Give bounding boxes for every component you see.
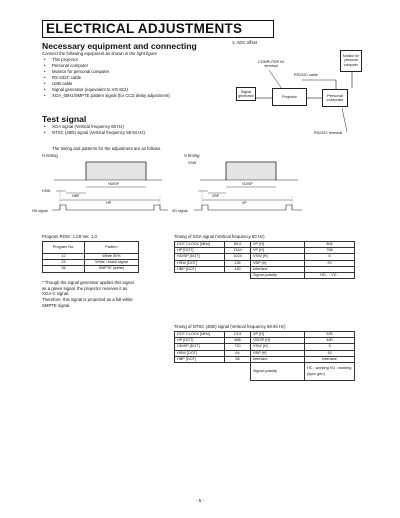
- table-cell: Signal polarity: [251, 363, 305, 381]
- equipment-item: • Signal generator (equivalent to VG-812): [44, 87, 170, 93]
- table-cell: White / black signal: [85, 260, 139, 266]
- signal-generator-box: Signal generator: [236, 87, 256, 101]
- vdisp-label: VDISP: [242, 182, 253, 186]
- table-cell: SMPTE (white): [85, 266, 139, 272]
- table-cell: HBP [DOT]: [175, 266, 225, 272]
- table-cell: 65.0: [225, 242, 251, 248]
- necessary-heading: Necessary equipment and connecting: [42, 41, 197, 51]
- table-header: Pattern: [85, 242, 139, 254]
- monitor-box: Monitor for personal computer: [340, 50, 362, 72]
- xga-timing-table: [174, 241, 355, 279]
- test-signal-heading: Test signal: [42, 114, 87, 124]
- table-cell: VBP [H]: [251, 350, 305, 356]
- rs232c-terminal-label: RS232C terminal: [314, 131, 343, 135]
- table-header: Program No.: [43, 242, 85, 254]
- note-line: Therefore, this signal is projected as a full-white: [42, 297, 133, 303]
- table-cell: HSW [DOT]: [175, 350, 225, 356]
- table-row: [175, 363, 355, 381]
- table-cell: HSW [DOT]: [175, 260, 225, 266]
- table-cell: Interlace: [251, 356, 305, 362]
- v-timing-label: V timing: [184, 153, 200, 158]
- program-table: [42, 241, 139, 273]
- table-row: [43, 242, 139, 254]
- program-rom-title: Program ROM : LC8 Ver. 1.0: [42, 234, 97, 239]
- table-cell: VSW [H]: [251, 344, 305, 350]
- h-timing-diagram: [32, 160, 172, 216]
- table-cell: 29: [43, 260, 85, 266]
- table-cell: -: [305, 266, 355, 272]
- table-cell: White 50%: [85, 254, 139, 260]
- vbp-label: VBP: [212, 194, 220, 198]
- v-timing-diagram: [172, 160, 306, 216]
- table-cell: HBP [DOT]: [175, 356, 225, 362]
- connection-diagram: [232, 40, 362, 140]
- hdisp-label: HDISP: [108, 182, 119, 186]
- table-cell: Signal polarity: [251, 273, 305, 279]
- table-cell: 480: [305, 338, 355, 344]
- table-cell: 6: [305, 254, 355, 260]
- adc-offset-label: 1. ADC offset: [232, 40, 258, 45]
- equipment-list: [44, 57, 170, 99]
- h-timing-waveform: [42, 160, 172, 216]
- note-line: SMPTE signal.: [42, 302, 71, 308]
- table-cell: DOT CLOCK [MHz]: [175, 332, 225, 338]
- table-cell: 16: [305, 350, 355, 356]
- necessary-intro: Connect the following equipment as shown in the right figure: [42, 51, 157, 56]
- rs232c-cable-label: RS232C cable: [294, 73, 318, 77]
- page-title: ELECTRICAL ADJUSTMENTS: [42, 20, 274, 38]
- test-signal-item: • XGA signal (Vertical frequency 60 Hz): [44, 124, 145, 130]
- vp-label: VP: [242, 201, 247, 205]
- hbp-label: HBP: [72, 194, 80, 198]
- equipment-item: • Personal computer: [44, 63, 170, 69]
- table-cell: 29: [305, 260, 355, 266]
- table-cell: VBP [H]: [251, 260, 305, 266]
- timing-note: The timing and patterns for the adjustment are as follows.: [52, 146, 162, 151]
- xga-timing-title: Timing of XGA signal (Vertical frequency 60 Hz): [174, 234, 265, 239]
- vsw-label: VSW: [188, 161, 197, 165]
- equipment-item: • Monitor for personal computer: [44, 69, 170, 75]
- table-cell: 525: [305, 332, 355, 338]
- table-row: [43, 266, 139, 272]
- test-signal-list: [44, 124, 145, 136]
- equipment-item: • XGA_60Hz/SMPTE pattern signal (for CCD delay adjustment): [44, 93, 170, 99]
- computer-in-label: COMPUTER IN terminal: [258, 60, 284, 69]
- table-cell: VSW [H]: [251, 254, 305, 260]
- note-line: * Though the signal generator applies this signal: [42, 280, 134, 285]
- ntsc-timing-title: Timing of NTSC (480i) signal (Vertical frequency 59.94 Hz): [174, 324, 286, 329]
- note-line: XGA-C signal.: [42, 291, 70, 297]
- h-timing-label: H timing: [42, 153, 58, 158]
- table-cell: 720: [225, 344, 251, 350]
- vd-signal-label: VD signal: [172, 209, 188, 213]
- table-cell: HDISP [DOT]: [175, 254, 225, 260]
- table-cell: VDISP [H]: [251, 338, 305, 344]
- table-cell: 64: [225, 350, 251, 356]
- table-cell: 806: [305, 242, 355, 248]
- table-cell: 12: [43, 254, 85, 260]
- table-cell: Interlace: [251, 266, 305, 272]
- table-cell: HC : working VD : working (sync gen): [305, 363, 355, 381]
- equipment-item: • USB cable: [44, 81, 170, 87]
- table-cell: HP [DOT]: [175, 338, 225, 344]
- table-cell: 36: [43, 266, 85, 272]
- table-cell: VP [H]: [251, 248, 305, 254]
- table-cell: HP [DOT]: [175, 248, 225, 254]
- table-cell: 58: [225, 356, 251, 362]
- equipment-item: • RS-232C cable: [44, 75, 170, 81]
- table-cell: Interlace: [305, 356, 355, 362]
- table-cell: DOT CLOCK [MHz]: [175, 242, 225, 248]
- personal-computer-box: Personal computer: [322, 89, 348, 107]
- table-cell: 136: [225, 260, 251, 266]
- table-cell: 1024: [225, 254, 251, 260]
- program-notes: [42, 280, 134, 309]
- table-cell: 1344: [225, 248, 251, 254]
- page-number: - 5 -: [195, 498, 204, 503]
- table-cell: 768: [305, 248, 355, 254]
- table-cell: 160: [225, 266, 251, 272]
- table-cell: 13.5: [225, 332, 251, 338]
- table-cell: VP [H]: [251, 332, 305, 338]
- hp-label: HP: [106, 201, 111, 205]
- table-cell: HD - , VD -: [305, 273, 355, 279]
- equipment-item: • This projector: [44, 57, 170, 63]
- table-cell: HDISP [DOT]: [175, 344, 225, 350]
- note-line: as a green signal, the projector receives it as: [42, 285, 128, 291]
- hsw-label: HSW: [42, 189, 51, 193]
- table-cell: 858: [225, 338, 251, 344]
- table-cell: VP [H]: [251, 242, 305, 248]
- test-signal-item: • NTSC (480i) signal (Vertical frequency 59.94 Hz): [44, 130, 145, 136]
- hd-signal-label: HD signal: [32, 209, 48, 213]
- ntsc-timing-table: [174, 331, 355, 381]
- projector-box: Projector: [272, 88, 307, 106]
- table-cell: 3: [305, 344, 355, 350]
- v-timing-waveform: [186, 160, 306, 216]
- table-row: [175, 273, 355, 279]
